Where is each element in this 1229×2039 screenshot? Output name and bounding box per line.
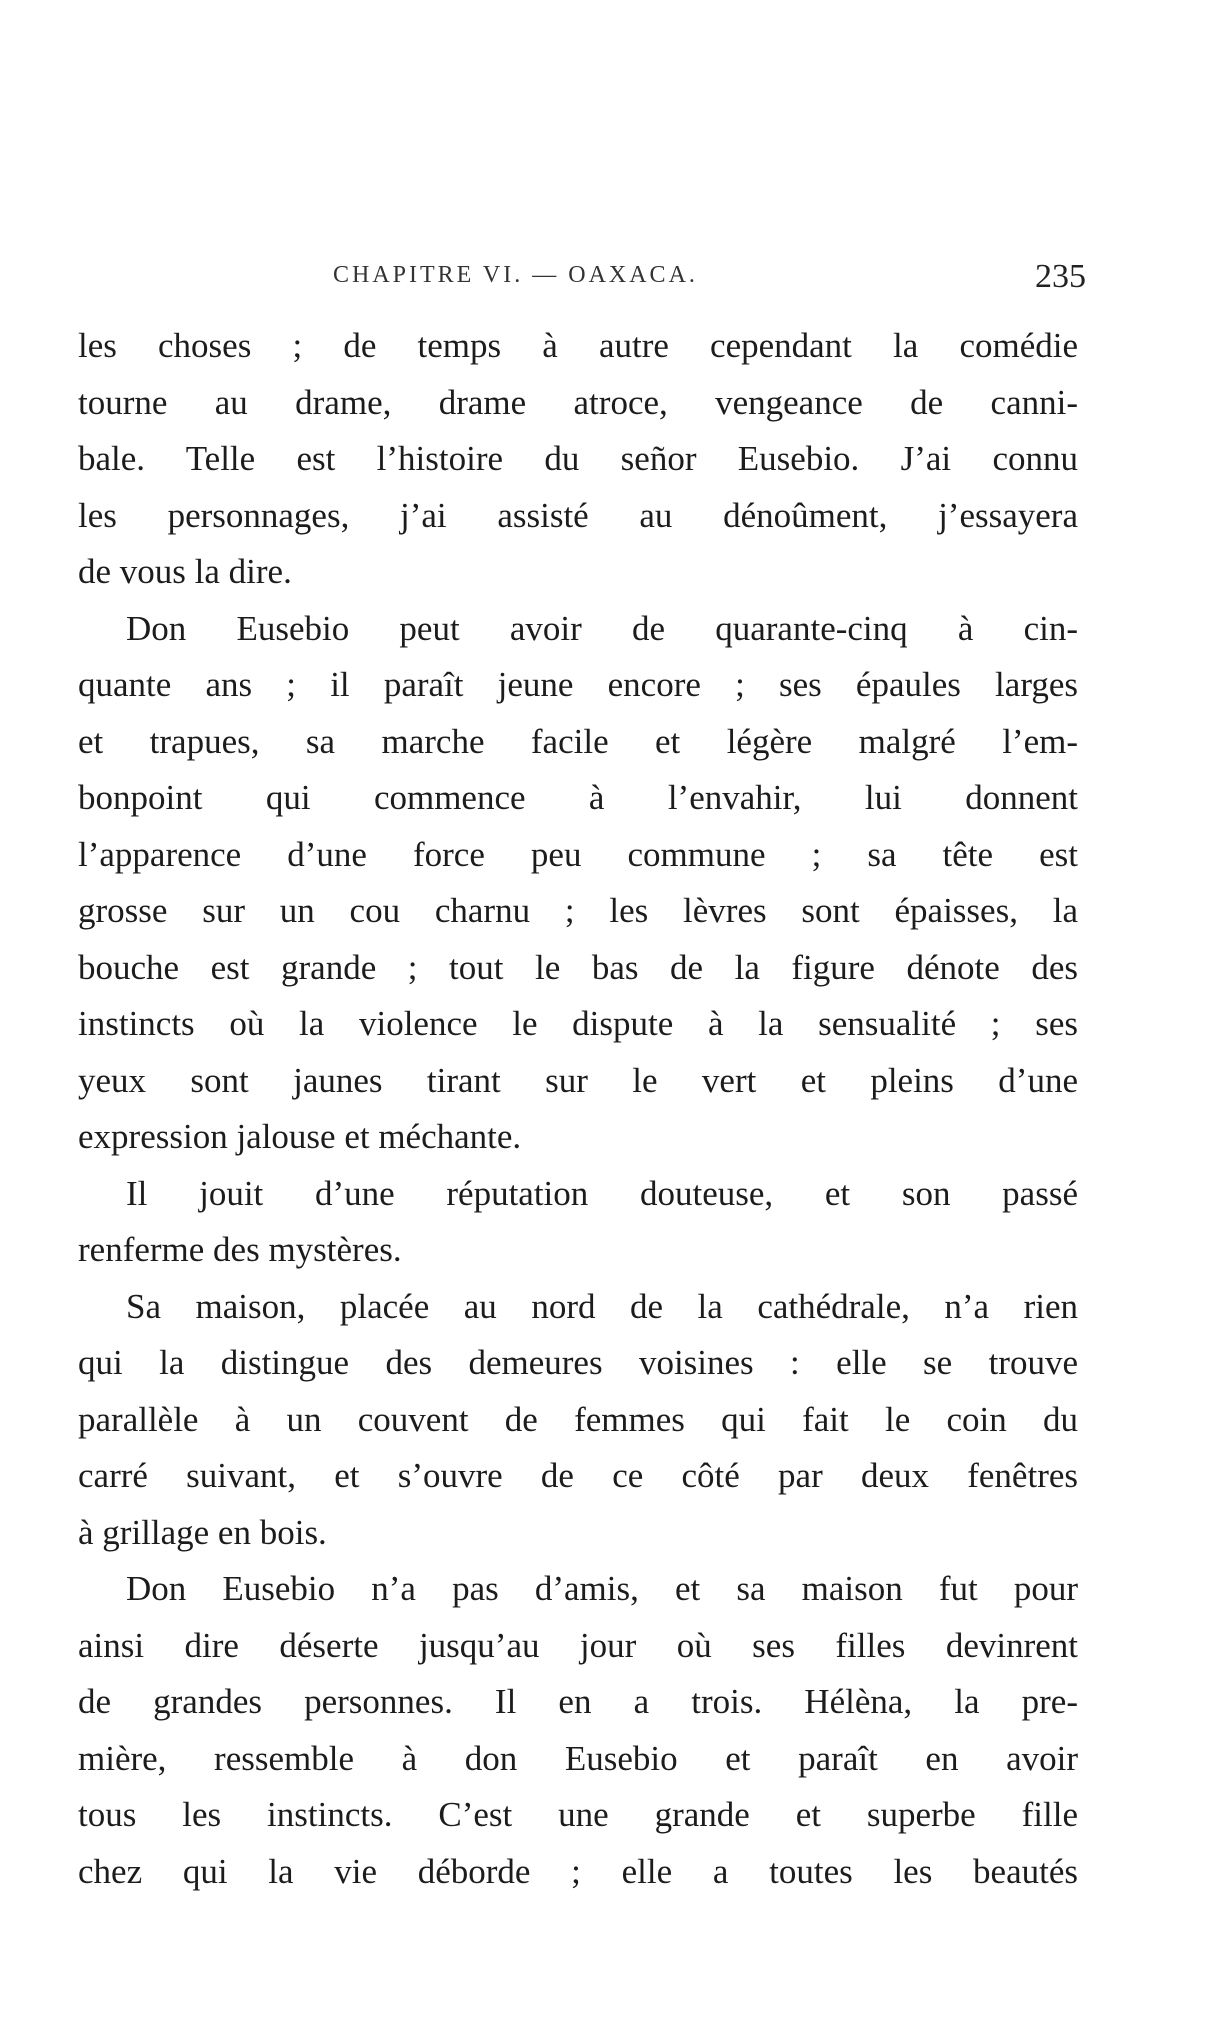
text-line: parallèle à un couvent de femmes qui fait le coin du <box>78 1399 1078 1439</box>
text-line: tous les instincts. C’est une grande et superbe fille <box>78 1795 1078 1834</box>
text-line: de grandes personnes. Il en a trois. Hélèna, la pre- <box>78 1682 1078 1721</box>
text-line: grosse sur un cou charnu ; les lèvres sont épaisses, la <box>78 891 1078 930</box>
text-line: quante ans ; il paraît jeune encore ; ses épaules larges <box>78 665 1078 704</box>
text-line: renferme des mystères. <box>78 1230 402 1269</box>
text-line: bonpoint qui commence à l’envahir, lui donnent <box>78 778 1078 817</box>
text-line: ainsi dire déserte jusqu’au jour où ses filles devinrent <box>78 1625 1078 1665</box>
text-line: Il jouit d’une réputation douteuse, et son passé <box>126 1173 1078 1213</box>
text-line: bale. Telle est l’histoire du señor Eusebio. J’ai connu <box>78 439 1078 478</box>
text-line: bouche est grande ; tout le bas de la figure dénote des <box>78 947 1078 987</box>
running-head <box>78 258 1086 302</box>
text-line: carré suivant, et s’ouvre de ce côté par deux fenêtres <box>78 1456 1078 1495</box>
text-line: yeux sont jaunes tirant sur le vert et pleins d’une <box>78 1060 1078 1100</box>
text-line: Don Eusebio peut avoir de quarante-cinq à cin- <box>126 608 1078 648</box>
text-line: les personnages, j’ai assisté au dénoûment, j’essayera <box>78 495 1078 535</box>
body-text <box>78 318 1078 1900</box>
text-line: à grillage en bois. <box>78 1512 327 1552</box>
text-line: les choses ; de temps à autre cependant la comédie <box>78 326 1078 365</box>
running-title: CHAPITRE VI. — OAXACA. <box>333 262 698 288</box>
text-line: Sa maison, placée au nord de la cathédrale, n’a rien <box>126 1286 1078 1326</box>
text-line: et trapues, sa marche facile et légère malgré l’em- <box>78 721 1078 761</box>
text-line: tourne au drame, drame atroce, vengeance de canni- <box>78 382 1078 422</box>
text-line: expression jalouse et méchante. <box>78 1117 522 1156</box>
text-line: instincts où la violence le dispute à la sensualité ; ses <box>78 1004 1078 1043</box>
text-line: Don Eusebio n’a pas d’amis, et sa maison fut pour <box>126 1569 1078 1608</box>
text-line: qui la distingue des demeures voisines : elle se trouve <box>78 1343 1078 1382</box>
text-line: de vous la dire. <box>78 552 292 591</box>
text-line: chez qui la vie déborde ; elle a toutes les beautés <box>78 1851 1078 1891</box>
text-line: mière, ressemble à don Eusebio et paraît en avoir <box>78 1738 1078 1778</box>
text-line: l’apparence d’une force peu commune ; sa tête est <box>78 834 1078 874</box>
page-number: 235 <box>1035 258 1086 295</box>
